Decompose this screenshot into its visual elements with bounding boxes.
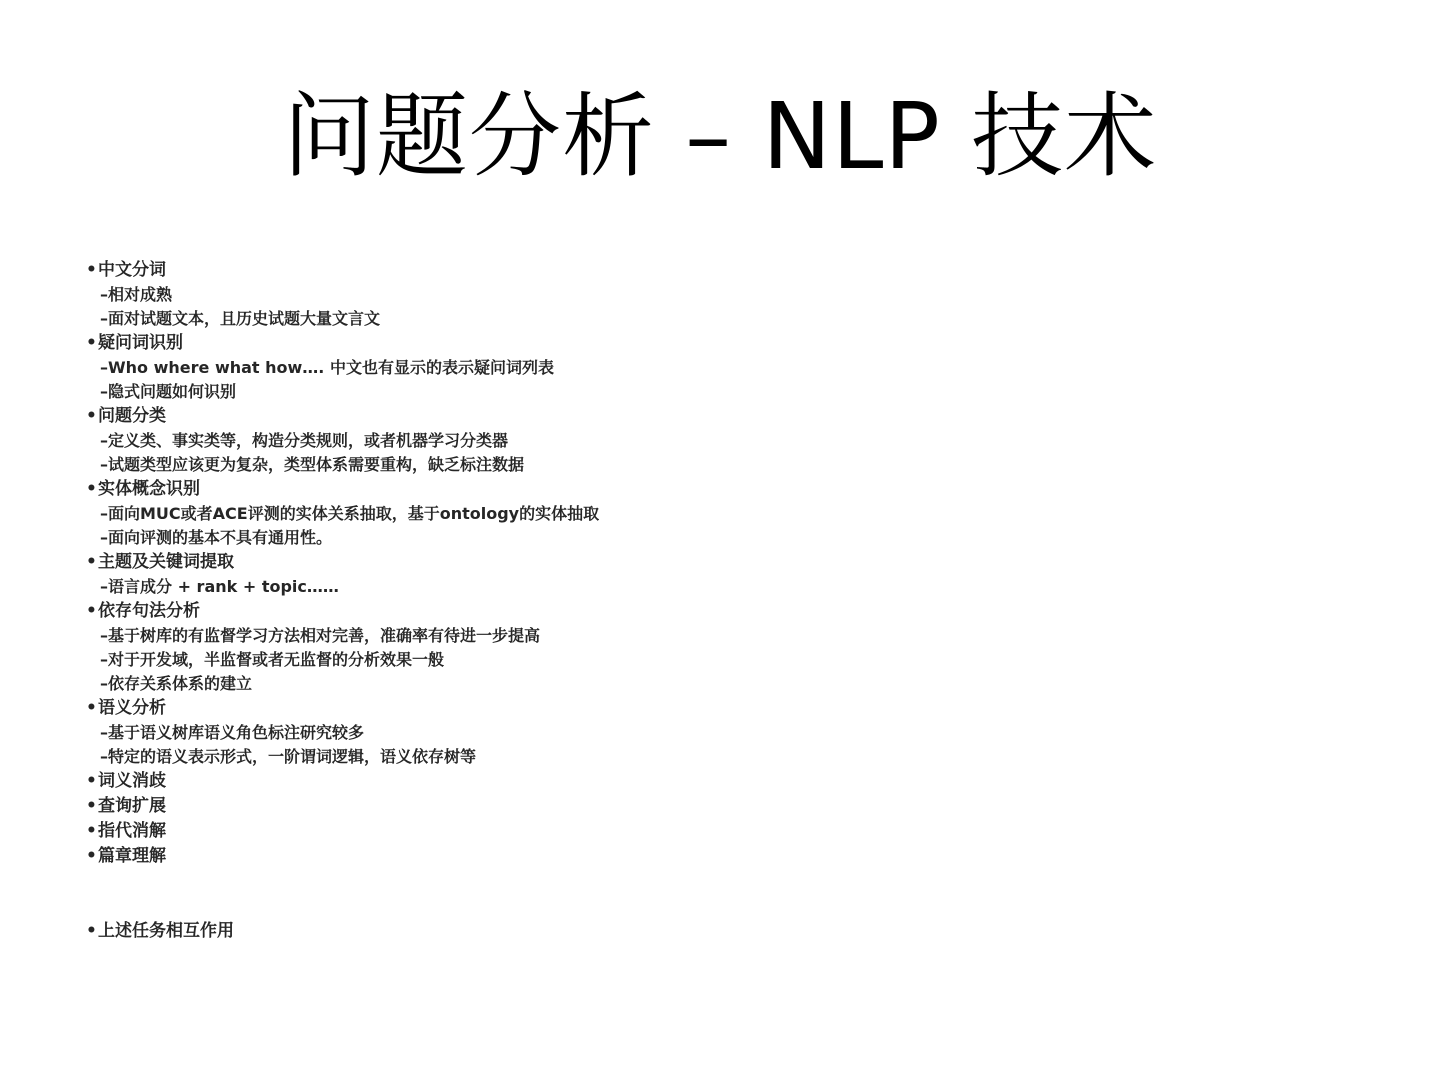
sub-bullet-item: –面向MUC或者ACE评测的实体关系抽取，基于ontology的实体抽取: [100, 504, 600, 523]
bullet-item: [86, 331, 1286, 404]
bullet-item-text: [86, 599, 1286, 624]
bullet-dot-icon: •: [86, 552, 97, 572]
bullet-label: 指代消解: [98, 821, 166, 841]
bullet-label-final: 上述任务相互作用: [98, 921, 234, 941]
bullet-dot-icon: •: [86, 333, 97, 353]
bullet-item-text: [86, 258, 1286, 283]
bullet-dot-icon: •: [86, 479, 97, 499]
bullet-item-text: [86, 769, 1286, 794]
bullet-item: [86, 819, 1286, 844]
sub-bullet-list: [86, 429, 1286, 477]
bullet-label: 词义消歧: [98, 771, 166, 791]
sub-bullet-item: –试题类型应该更为复杂，类型体系需要重构，缺乏标注数据: [100, 455, 525, 474]
bullet-label: 依存句法分析: [98, 601, 200, 621]
bullet-item: [86, 844, 1286, 869]
bullet-label: 中文分词: [98, 260, 166, 280]
sub-bullet-item: –特定的语义表示形式，一阶谓词逻辑，语义依存树等: [100, 747, 477, 766]
sub-bullet-item: –语言成分 + rank + topic……: [100, 577, 339, 596]
bullet-label: 疑问词识别: [98, 333, 183, 353]
bullet-item: [86, 696, 1286, 769]
bullet-item: [86, 919, 1286, 944]
sub-bullet-item: –基于语义树库语义角色标注研究较多: [100, 723, 365, 742]
sub-bullet-item: –定义类、事实类等，构造分类规则，或者机器学习分类器: [100, 431, 509, 450]
bullet-item-text: [86, 696, 1286, 721]
bullet-dot-icon: •: [86, 821, 97, 841]
bullet-item-text: [86, 794, 1286, 819]
bullet-item-text: [86, 819, 1286, 844]
sub-bullet-item: –相对成熟: [100, 285, 173, 304]
bullet-dot-icon: •: [86, 921, 97, 941]
sub-bullet-list: [86, 356, 1286, 404]
sub-bullet-item: –依存关系体系的建立: [100, 674, 253, 693]
bullet-dot-icon: •: [86, 771, 97, 791]
bullet-item: [86, 794, 1286, 819]
bullet-item: [86, 599, 1286, 696]
bullet-item: [86, 404, 1286, 477]
bullet-dot-icon: •: [86, 406, 97, 426]
bullet-label: 主题及关键词提取: [98, 552, 234, 572]
sub-bullet-list: [86, 502, 1286, 550]
bullet-dot-icon: •: [86, 260, 97, 280]
bullet-label: 语义分析: [98, 698, 166, 718]
sub-bullet-item: –面向评测的基本不具有通用性。: [100, 528, 333, 547]
bullet-item-text: [86, 404, 1286, 429]
bullet-item: [86, 258, 1286, 331]
sub-bullet-list: [86, 721, 1286, 769]
slide-title: 问题分析 – NLP 技术: [282, 83, 1158, 190]
bullet-item-text: [86, 844, 1286, 869]
sub-bullet-item: –面对试题文本，且历史试题大量文言文: [100, 309, 381, 328]
bullet-item-text: [86, 331, 1286, 356]
bullet-item: [86, 477, 1286, 550]
bullet-dot-icon: •: [86, 698, 97, 718]
bullet-dot-icon: •: [86, 796, 97, 816]
bullet-label: 问题分类: [98, 406, 166, 426]
bullet-list: [86, 258, 1286, 944]
sub-bullet-item: –基于树库的有监督学习方法相对完善，准确率有待进一步提高: [100, 626, 541, 645]
bullet-item-text: [86, 919, 1286, 944]
sub-bullet-list: [86, 575, 1286, 599]
sub-bullet-item: –对于开发域，半监督或者无监督的分析效果一般: [100, 650, 445, 669]
bullet-item-text: [86, 550, 1286, 575]
list-spacer: [86, 869, 1286, 919]
bullet-dot-icon: •: [86, 601, 97, 621]
bullet-dot-icon: •: [86, 846, 97, 866]
bullet-item-text: [86, 477, 1286, 502]
sub-bullet-list: [86, 283, 1286, 331]
bullet-item: [86, 769, 1286, 794]
bullet-label: 篇章理解: [98, 846, 166, 866]
bullet-item: [86, 550, 1286, 599]
sub-bullet-list: [86, 624, 1286, 696]
sub-bullet-item: –隐式问题如何识别: [100, 382, 237, 401]
bullet-label: 实体概念识别: [98, 479, 200, 499]
sub-bullet-item: –Who where what how…. 中文也有显示的表示疑问词列表: [100, 358, 554, 377]
bullet-label: 查询扩展: [98, 796, 166, 816]
